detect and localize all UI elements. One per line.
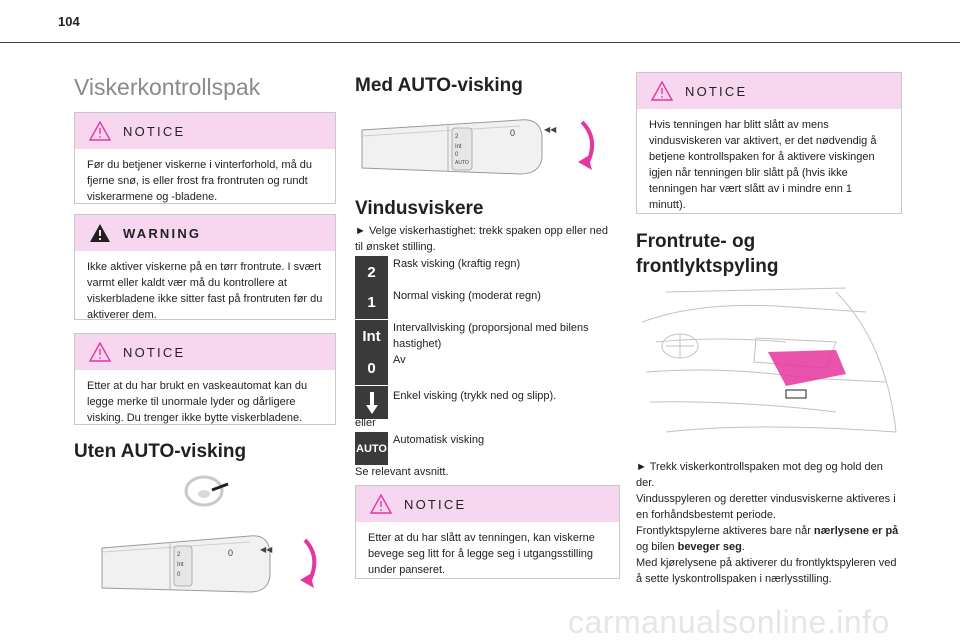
notice-label: NOTICE [685, 83, 748, 99]
notice-box-reactivate [636, 72, 902, 214]
heading-washers: Frontrute- og frontlyktspyling [636, 231, 779, 277]
daytime-lights-note: Med kjørelysene på aktiverer du frontlyktspyleren ved å sette lyskontrollspaken i nærlysstilling. [636, 557, 897, 585]
notice-header [356, 486, 619, 522]
notice-text: Før du betjener viskerne i vinterforhold, må du fjerne snø, is eller frost fra frontruten og rundt viskerarmene og -bladene. [87, 159, 312, 203]
warning-triangle-icon [89, 121, 111, 141]
svg-text:2: 2 [455, 134, 459, 140]
washer-desc: Vindusspyleren og deretter vindusviskerne aktiveres i en forhåndsbestemt periode. [636, 493, 896, 521]
intro-text: ► Velge viskerhastighet: trekk spaken opp eller ned til ønsket stilling. [355, 225, 609, 253]
speed-row-interval [355, 320, 617, 353]
notice-header [75, 113, 335, 149]
svg-text:Int: Int [455, 144, 462, 150]
watermark: carmanualsonline.info [568, 604, 890, 640]
svg-text:2: 2 [177, 552, 181, 558]
speed-row-fast [355, 256, 617, 289]
headlamp-washer-illustration [636, 282, 902, 444]
down-arrow-icon [355, 386, 388, 419]
notice-box-ignition-off [355, 485, 620, 579]
warning-text: Ikke aktiver viskerne på en tørr frontrute. I svært varmt eller kaldt vær må du kontrollere at viskerbladene ikke sitter fast på frontruten før du aktiverer dem. [87, 261, 323, 321]
speed-desc: Normal visking (moderat regn) [393, 290, 541, 302]
section-title: Viskerkontrollspak [74, 74, 261, 100]
svg-text:0: 0 [177, 572, 181, 578]
notice-box-winter [74, 112, 336, 204]
svg-text:◀◀: ◀◀ [260, 545, 273, 554]
instruction-pull: ► Trekk viskerkontrollspaken mot deg og hold den der. [636, 461, 883, 489]
auto-wipe-icon: AUTO [355, 432, 388, 465]
svg-text:0: 0 [228, 548, 234, 558]
warning-triangle-icon [89, 342, 111, 362]
position-1-icon: 1 [355, 286, 388, 319]
svg-text:0: 0 [510, 128, 516, 138]
svg-text:AUTO: AUTO [455, 160, 469, 166]
notice-header [75, 334, 335, 370]
or-label: eller [355, 417, 376, 429]
svg-text:0: 0 [455, 152, 459, 158]
steering-wheel-icon [184, 474, 230, 508]
svg-text:Int: Int [177, 562, 184, 568]
wiper-stalk-auto-illustration [360, 108, 610, 184]
headlamp-washer-condition: Frontlyktspylerne aktiveres bare når nærlysene er på og bilen beveger seg. [636, 525, 899, 553]
speed-desc: Intervallvisking (proporsjonal med bilens hastighet) [393, 322, 589, 350]
speed-row-off [355, 352, 617, 385]
notice-label: NOTICE [123, 344, 186, 360]
wiper-stalk-illustration [100, 522, 330, 604]
see-section-text: Se relevant avsnitt. [355, 466, 449, 478]
heading-windscreen-wipers: Vindusviskere [355, 198, 484, 219]
speed-desc: Enkel visking (trykk ned og slipp). [393, 390, 557, 402]
position-int-icon: Int [355, 320, 388, 353]
speed-desc: Av [393, 354, 406, 366]
page-number: 104 [58, 14, 80, 29]
notice-box-carwash [74, 333, 336, 425]
heading-without-auto: Uten AUTO-visking [74, 441, 247, 462]
warning-triangle-icon [651, 81, 673, 101]
top-rule [0, 42, 960, 43]
warning-label: WARNING [123, 225, 202, 241]
position-2-icon: 2 [355, 256, 388, 289]
position-0-icon: 0 [355, 352, 388, 385]
speed-desc: Automatisk visking [393, 434, 485, 446]
speed-desc: Rask visking (kraftig regn) [393, 258, 521, 270]
notice-label: NOTICE [123, 123, 186, 139]
warning-box-dry-windscreen [74, 214, 336, 320]
speed-row-normal [355, 286, 617, 319]
notice-label: NOTICE [404, 496, 467, 512]
notice-text: Etter at du har brukt en vaskeautomat kan du legge merke til unormale lyder og dårligere visking. Du trenger ikke bytte viskerbladene. [87, 380, 308, 424]
heading-with-auto: Med AUTO-visking [355, 75, 523, 96]
notice-text: Hvis tenningen har blitt slått av mens vindusviskeren var aktivert, er det nødvendig å betjene kontrollspaken for å aktivere viskingen igjen når tenningen blir slått på (hvis ikke tenningen har vært slått av i mindre enn 1 minutt). [649, 119, 877, 211]
notice-text: Etter at du har slått av tenningen, kan viskerne bevege seg litt for å legge seg i utgangsstilling under panseret. [368, 532, 595, 576]
notice-header [637, 73, 901, 109]
warning-triangle-filled-icon [89, 223, 111, 243]
speed-row-auto [355, 432, 617, 465]
warning-triangle-icon [370, 494, 392, 514]
speed-row-single [355, 386, 617, 419]
warning-header [75, 215, 335, 251]
svg-text:◀◀: ◀◀ [544, 125, 557, 134]
